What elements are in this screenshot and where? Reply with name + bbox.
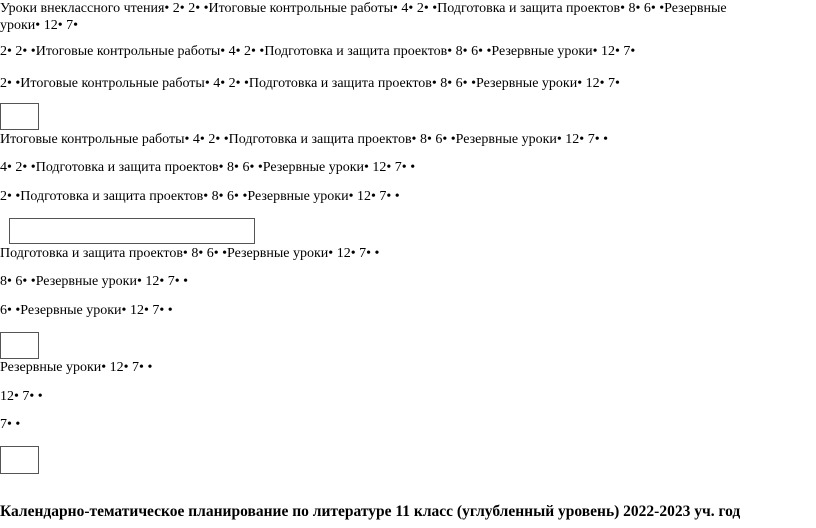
empty-box <box>0 103 39 130</box>
text-line-11: 12• 7• • <box>0 389 43 404</box>
text-line-6: 2• •Подготовка и защита проектов• 8• 6• •Резервные уроки• 12• 7• • <box>0 189 400 204</box>
text-line-4: Итоговые контрольные работы• 4• 2• •Подготовка и защита проектов• 8• 6• •Резервные уроки• 12• 7• • <box>0 132 609 147</box>
text-line-5: 4• 2• •Подготовка и защита проектов• 8• 6• •Резервные уроки• 12• 7• • <box>0 160 416 175</box>
text-line-8: 8• 6• •Резервные уроки• 12• 7• • <box>0 274 189 289</box>
text-line-7: Подготовка и защита проектов• 8• 6• •Резервные уроки• 12• 7• • <box>0 246 380 261</box>
text-line-12: 7• • <box>0 417 21 432</box>
text-line-10: Резервные уроки• 12• 7• • <box>0 360 153 375</box>
empty-wide-box <box>9 218 255 244</box>
text-line-9: 6• •Резервные уроки• 12• 7• • <box>0 303 173 318</box>
empty-box <box>0 332 39 359</box>
empty-box <box>0 446 39 474</box>
document-heading: Календарно-тематическое планирование по литературе 11 класс (углубленный уровень) 2022-2023 уч. год <box>0 503 741 520</box>
text-line-1: Уроки внеклассного чтения• 2• 2• •Итоговые контрольные работы• 4• 2• •Подготовка и защита проектов• 8• 6• •Резервные уроки• 12• 7• <box>0 1 727 33</box>
text-line-2: 2• 2• •Итоговые контрольные работы• 4• 2• •Подготовка и защита проектов• 8• 6• •Резервные уроки• 12• 7• <box>0 44 636 59</box>
text-line-3: 2• •Итоговые контрольные работы• 4• 2• •Подготовка и защита проектов• 8• 6• •Резервные уроки• 12• 7• <box>0 76 620 91</box>
